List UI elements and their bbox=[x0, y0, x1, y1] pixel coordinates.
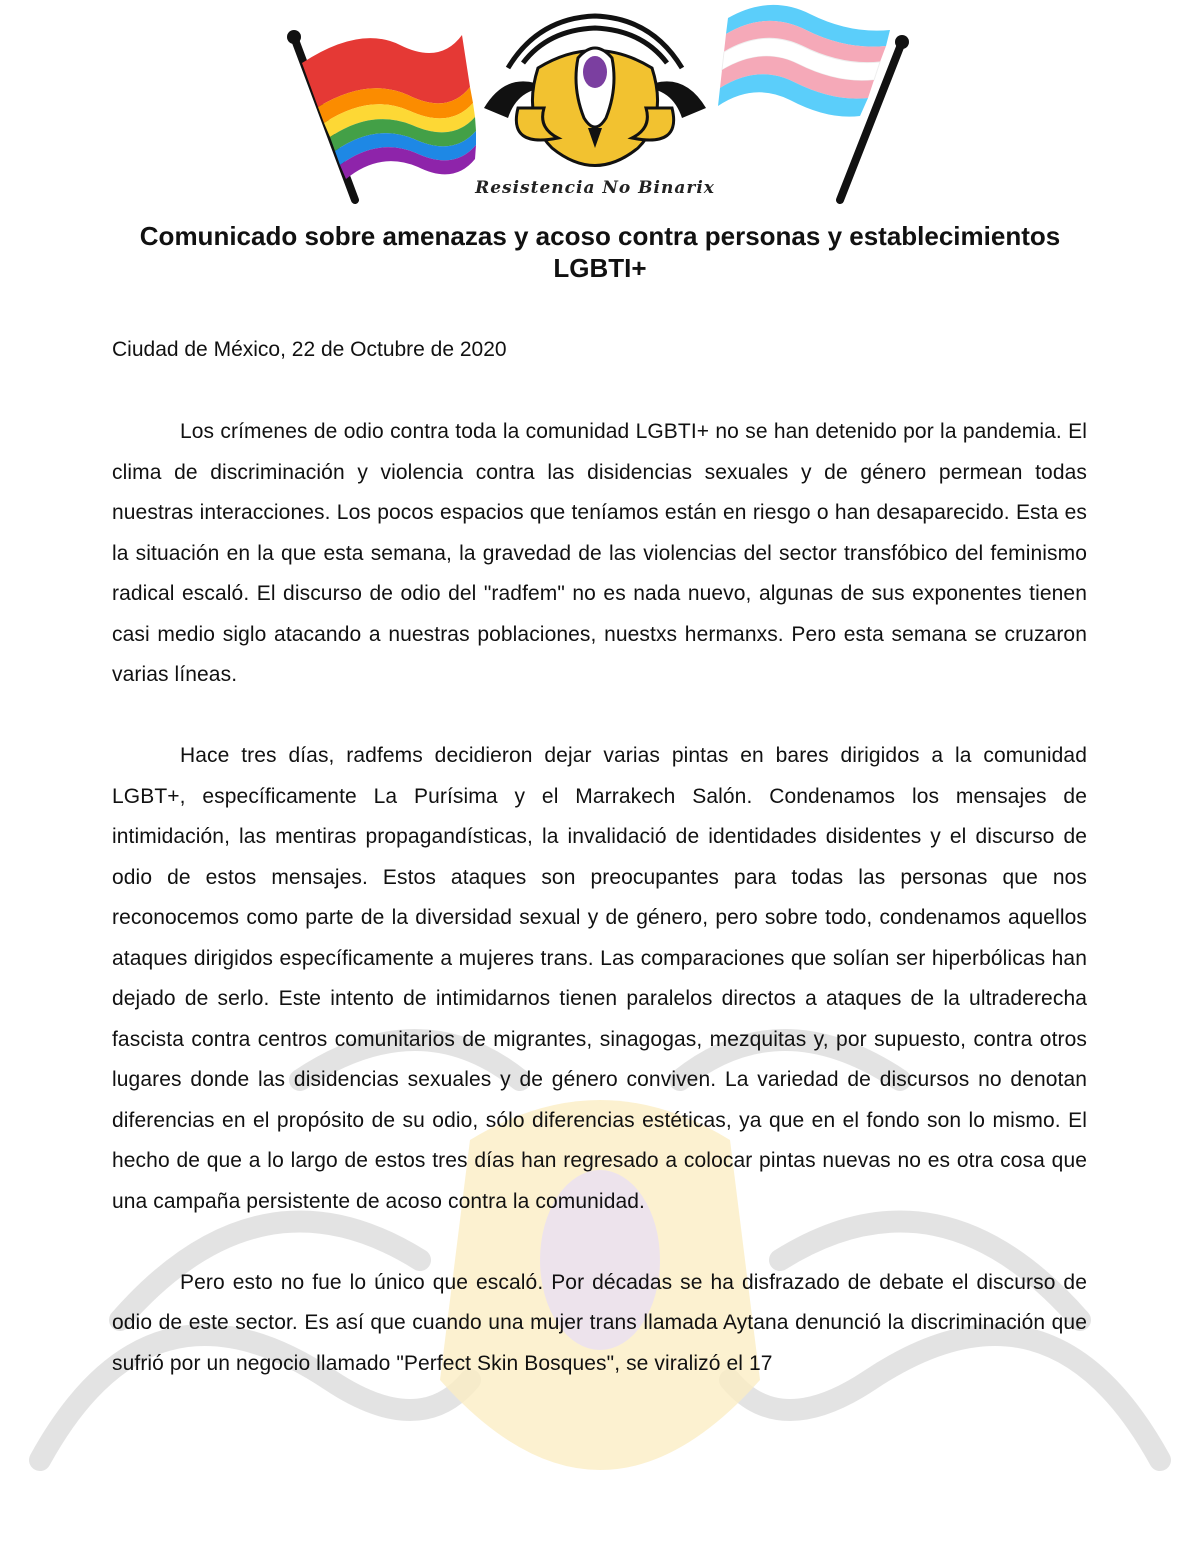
document-header bbox=[0, 0, 1200, 210]
document-title: Comunicado sobre amenazas y acoso contra personas y establecimientos LGBTI+ bbox=[139, 221, 1061, 283]
ram-skull-logo-icon bbox=[478, 8, 712, 178]
document-body bbox=[112, 412, 1087, 1425]
transgender-flag-icon bbox=[710, 0, 910, 205]
date-line: Ciudad de México, 22 de Octubre de 2020 bbox=[112, 338, 507, 361]
paragraph-3: Pero esto no fue lo único que escaló. Por décadas se ha disfrazado de debate el discurso de odio de este sector. Es así que cuando una mujer trans llamada Aytana denunció la discriminación que sufrió por un negocio llamado "Perfect Skin Bosques", se viralizó el 17 bbox=[112, 1270, 1087, 1375]
paragraph-2: Hace tres días, radfems decidieron dejar varias pintas en bares dirigidos a la comunidad LGBT+, específicamente La Purísima y el Marrakech Salón. Condenamos los mensajes de intimidación, las mentiras propagandísticas, la invalidació de identidades disidentes y el discurso de odio de estos mensajes. Estos ataques son preocupantes para todas las personas que nos reconocemos como parte de la diversidad sexual y de género, pero sobre todo, condenamos aquellos ataques dirigidos específicamente a mujeres trans. Las comparaciones que solían ser hiperbólicas han dejado de serlo. Este intento de intimidarnos tienen paralelos directos a ataques de la ultraderecha fascista contra centros comunitarios de migrantes, sinagogas, mezquitas y, por supuesto, contra otros lugares donde las disidencias sexuales y de género conviven. La variedad de discursos no denotan diferencias en el propósito de su odio, sólo diferencias estéticas, ya que en el fondo son lo mismo. El hecho de que a lo largo de estos tres días han regresado a colocar pintas nuevas no es otra cosa que una campaña persistente de acoso contra la comunidad. bbox=[112, 744, 1087, 1213]
rainbow-flag-icon bbox=[280, 25, 480, 205]
paragraph-1: Los crímenes de odio contra toda la comunidad LGBTI+ no se han detenido por la pandemia. El clima de discriminación y violencia contra las disidencias sexuales y de género permean todas nuestras interacciones. Los pocos espacios que teníamos están en riesgo o han desaparecido. Esta es la situación en la que esta semana, la gravedad de las violencias del sector transfóbico del feminismo radical escaló. El discurso de odio del "radfem" no es nada nuevo, algunas de sus exponentes tienen casi medio siglo atacando a nuestras poblaciones, nuestxs hermanxs. Pero esta semana se cruzaron varias líneas. bbox=[112, 420, 1087, 686]
logo-caption: Resistencia No Binarix bbox=[475, 178, 715, 198]
